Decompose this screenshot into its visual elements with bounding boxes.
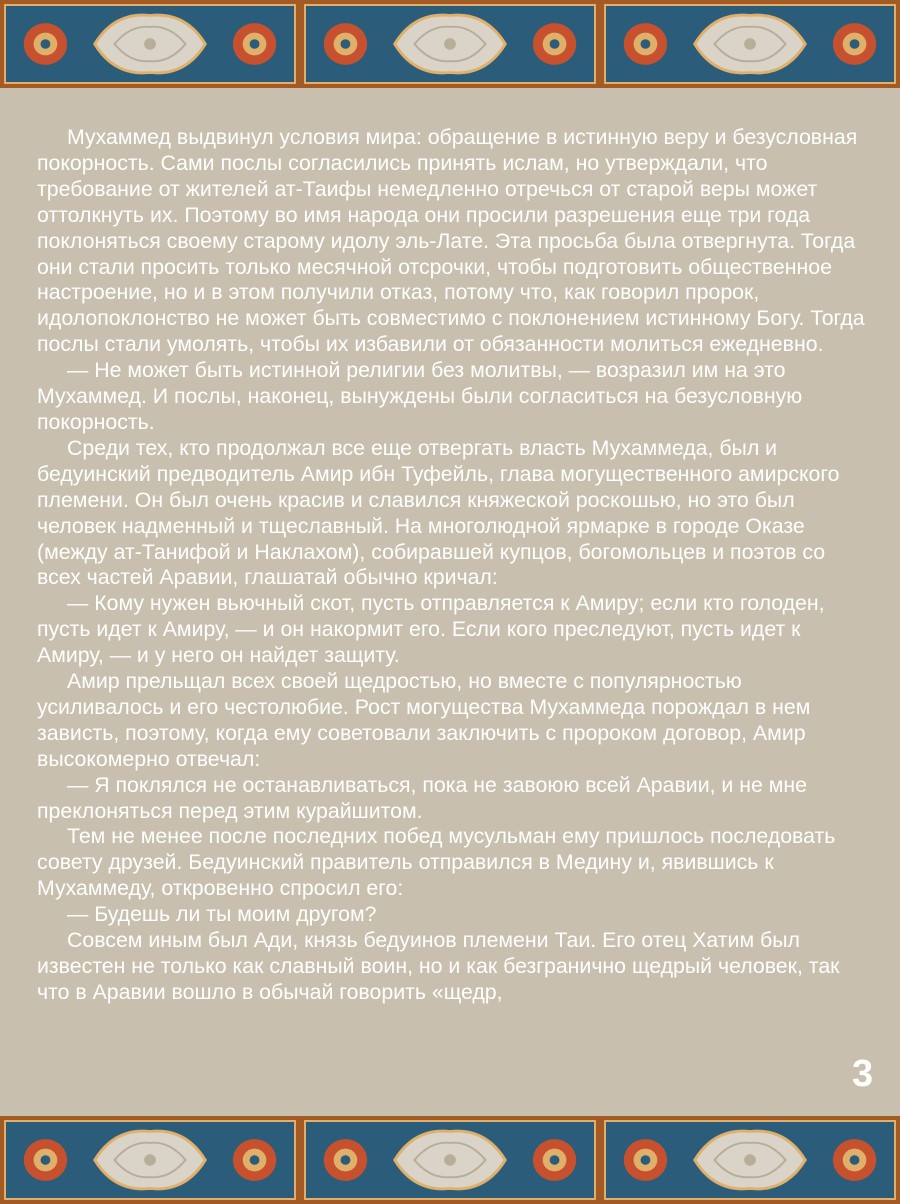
paragraph: Амир прельщал всех своей щедростью, но вместе с популярностью усиливалось и его честолюбие. Рост могущества Мухаммеда порождал в нем зависть, поэтому, когда ему советовали заключить с пророком договор, Амир высокомерно отвечал:: [37, 669, 811, 771]
paragraph: — Кому нужен вьючный скот, пусть отправляется к Амиру; если кто голоден, пусть идет к Амиру, — и он накормит его. Если кого преследуют, пусть идет к Амиру, — и у него он найдет защиту.: [37, 591, 825, 668]
ornament-panel: [600, 1116, 900, 1204]
body-text: [37, 125, 867, 1006]
paragraph: Совсем иным был Ади, князь бедуинов племени Таи. Его отец Хатим был известен не только как славный воин, но и как безгранично щедрый человек, так что в Аравии вошло в обычай говорить «щедр,: [37, 928, 840, 1004]
paragraph: — Я поклялся не останавливаться, пока не завоюю всей Аравии, и не мне преклоняться перед этим курайшитом.: [37, 772, 808, 823]
ornament-panel: [0, 0, 300, 88]
paragraph: — Будешь ли ты моим другом?: [67, 902, 377, 927]
arabesque-ornament-icon: [606, 6, 894, 82]
ornament-panel: [300, 1116, 600, 1204]
ornament-panel: [0, 1116, 300, 1204]
paragraph: Тем не менее после последних побед мусульман ему пришлось последовать совету друзей. Бедуинский правитель отправился в Медину и, явившись к Мухаммеду, откровенно спросил его:: [37, 824, 836, 901]
arabesque-ornament-icon: [6, 1122, 294, 1198]
ornament-panel: [600, 0, 900, 88]
ornament-panel: [300, 0, 600, 88]
arabesque-ornament-icon: [6, 6, 294, 82]
arabesque-ornament-icon: [306, 1122, 594, 1198]
paragraph: — Не может быть истинной религии без молитвы, — возразил им на это Мухаммед. И послы, наконец, вынуждены были согласиться на безусловную покорность.: [37, 358, 803, 434]
paragraph: Среди тех, кто продолжал все еще отвергать власть Мухаммеда, был и бедуинский предводитель Амир ибн Туфейль, глава могущественного амирского племени. Он был очень красив и славился княжеской роскошью, но это был человек надменный и тщеславный. На многолюдной ярмарке в городе Оказе (между ат-Танифой и Наклахом), собиравшей купцов, богомольцев и поэтов со всех частей Аравии, глашатай обычно кричал:: [37, 435, 840, 590]
paragraph: Мухаммед выдвинул условия мира: обращение в истинную веру и безусловная покорность. Сами послы согласились принять ислам, но утверждали, что требование от жителей ат-Таифы немедленно отречься от старой веры может оттолкнуть их. Поэтому во имя народа они просили разрешения еще три года поклоняться своему старому идолу эль-Лате. Эта просьба была отвергнута. Тогда они стали просить только месячной отсрочки, чтобы подготовить общественное настроение, но и в этом получили отказ, потому что, как говорил пророк, идолопоклонство не может быть совместимо с поклонением истинному Богу. Тогда послы стали умолять, чтобы их избавили от обязанности молиться ежедневно.: [37, 125, 865, 357]
page-number: 3: [852, 1053, 874, 1095]
arabesque-ornament-icon: [306, 6, 594, 82]
arabesque-ornament-icon: [606, 1122, 894, 1198]
top-ornamental-border: [0, 0, 900, 88]
bottom-ornamental-border: [0, 1116, 900, 1204]
